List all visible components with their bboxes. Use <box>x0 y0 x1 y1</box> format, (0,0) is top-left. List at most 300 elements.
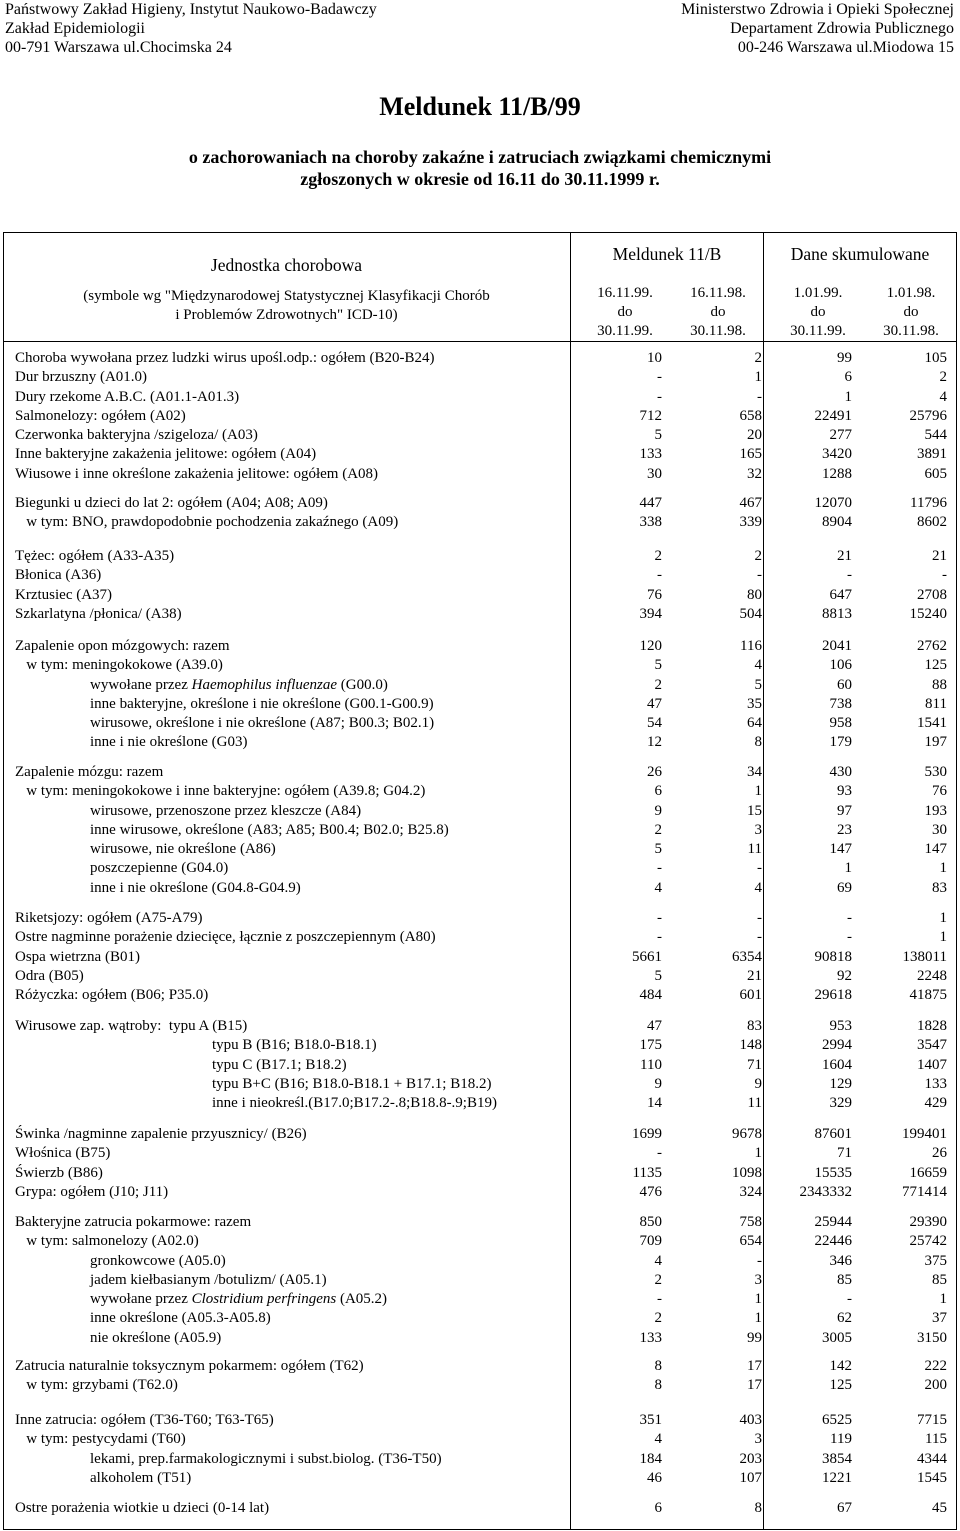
cell-value: - <box>657 860 662 877</box>
cell-value: 9678 <box>732 1126 762 1142</box>
table-row <box>0 494 960 513</box>
cell-value: 41875 <box>909 987 947 1004</box>
cell-value: 8813 <box>822 605 852 622</box>
cell-value: 32 <box>747 465 762 482</box>
header-period-col4 <box>866 284 956 341</box>
cell-value: 4 <box>754 657 762 674</box>
cell-value: 958 <box>829 715 852 732</box>
header-group-meldunek: Meldunek 11/B <box>612 244 722 264</box>
row-label: Zatrucia naturalnie toksycznym pokarmem: ogółem (T62) <box>15 1358 364 1374</box>
header-divider <box>3 341 957 342</box>
row-label: w tym: salmonelozy (A02.0) <box>15 1233 199 1250</box>
cell-value: 47 <box>647 695 662 712</box>
table-row <box>0 1017 960 1036</box>
table-row <box>0 465 960 484</box>
table-row <box>0 605 960 624</box>
cell-value: 6525 <box>822 1412 852 1428</box>
cell-value: 6354 <box>732 948 762 965</box>
row-label: jadem kiełbasianym /botulizm/ (A05.1) <box>90 1271 327 1288</box>
cell-value: 62 <box>837 1310 852 1327</box>
header-right-line: Ministerstwo Zdrowia i Opieki Społecznej <box>681 1 954 18</box>
header-left-line: Państwowy Zakład Higieny, Instytut Naukowo-Badawczy <box>5 1 377 18</box>
cell-value: 20 <box>747 427 762 444</box>
cell-value: 116 <box>740 638 762 654</box>
cell-value: 6 <box>654 783 662 800</box>
table-group <box>0 1411 960 1488</box>
row-label: w tym: pestycydami (T60) <box>15 1431 186 1448</box>
cell-value: 8 <box>654 1358 662 1374</box>
cell-value: 147 <box>829 841 852 858</box>
cell-value: 69 <box>837 879 852 896</box>
cell-value: 504 <box>739 605 762 622</box>
cell-value: 120 <box>639 638 662 654</box>
cell-value: 12070 <box>814 495 852 511</box>
cell-value: - <box>757 1252 762 1269</box>
cell-value: 647 <box>829 586 852 603</box>
table-row <box>0 714 960 733</box>
cell-value: 467 <box>739 495 762 511</box>
header-right-line: Departament Zdrowia Publicznego <box>730 20 954 37</box>
table-row <box>0 879 960 898</box>
cell-value: 9 <box>654 802 662 819</box>
table-row <box>0 1164 960 1183</box>
table-row <box>0 566 960 585</box>
cell-value: 16659 <box>909 1164 947 1181</box>
cell-value: 22491 <box>814 407 852 424</box>
cell-value: 4344 <box>917 1450 947 1467</box>
row-label: inne i nie określone (G03) <box>90 734 248 751</box>
table-group <box>0 909 960 1005</box>
cell-value: 99 <box>747 1329 762 1346</box>
cell-value: 403 <box>739 1412 762 1428</box>
period-start: 16.11.98. <box>690 285 746 301</box>
table-group <box>0 547 960 624</box>
cell-value: 15 <box>747 802 762 819</box>
cell-value: 88 <box>932 676 947 693</box>
cell-value: - <box>657 567 662 584</box>
cell-value: 1288 <box>822 465 852 482</box>
cell-value: 2248 <box>917 967 947 984</box>
cell-value: 133 <box>639 446 662 463</box>
cell-value: 850 <box>639 1214 662 1230</box>
cell-value: 12 <box>647 734 662 751</box>
cell-value: 712 <box>639 407 662 424</box>
cell-value: 25742 <box>909 1233 947 1250</box>
cell-value: 93 <box>837 783 852 800</box>
table-row <box>0 656 960 675</box>
cell-value: 11 <box>747 841 762 858</box>
table-row <box>0 909 960 928</box>
row-label: Włośnica (B75) <box>15 1145 111 1162</box>
cell-value: - <box>657 369 662 386</box>
table-row <box>0 1125 960 1144</box>
row-label: Dur brzuszny (A01.0) <box>15 369 148 386</box>
cell-value: 107 <box>739 1469 762 1486</box>
cell-value: 22446 <box>814 1233 852 1250</box>
table-row <box>0 802 960 821</box>
row-label: Dury rzekome A.B.C. (A01.1-A01.3) <box>15 388 240 405</box>
table-row <box>0 407 960 426</box>
report-title: Meldunek 11/B/99 <box>379 92 581 121</box>
table-row <box>0 840 960 859</box>
cell-value: 2 <box>754 548 762 564</box>
cell-value: 1 <box>939 910 947 926</box>
row-label: Różyczka: ogółem (B06; P35.0) <box>15 987 209 1004</box>
cell-value: 119 <box>830 1431 852 1448</box>
cell-value: 71 <box>837 1145 852 1162</box>
cell-value: - <box>757 860 762 877</box>
period-to: do <box>810 304 826 320</box>
cell-value: 2 <box>654 548 662 564</box>
row-label: wywołane przez Haemophilus influenzae (G00.0) <box>90 676 388 693</box>
cell-value: 37 <box>932 1310 947 1327</box>
cell-value: 25944 <box>814 1214 852 1230</box>
cell-value: 1541 <box>917 715 947 732</box>
cell-value: 21 <box>837 548 852 564</box>
cell-value: 9 <box>654 1075 662 1092</box>
cell-value: 46 <box>647 1469 662 1486</box>
table-row <box>0 349 960 368</box>
table-row <box>0 695 960 714</box>
cell-value: 85 <box>932 1271 947 1288</box>
cell-value: 64 <box>747 715 762 732</box>
cell-value: 29390 <box>909 1214 947 1230</box>
table-row <box>0 1309 960 1328</box>
cell-value: 1 <box>754 783 762 800</box>
table-row <box>0 1144 960 1163</box>
cell-value: 758 <box>739 1214 762 1230</box>
row-label: Inne zatrucia: ogółem (T36-T60; T63-T65) <box>15 1412 274 1428</box>
cell-value: 30 <box>932 821 947 838</box>
cell-value: 447 <box>639 495 662 511</box>
table-row <box>0 1469 960 1488</box>
row-label: alkoholem (T51) <box>90 1469 192 1486</box>
row-label: gronkowcowe (A05.0) <box>90 1252 226 1269</box>
cell-value: 6 <box>844 369 852 386</box>
row-label: Zapalenie opon mózgowych: razem <box>15 638 230 654</box>
table-group <box>0 1017 960 1113</box>
table-row <box>0 763 960 782</box>
row-label: wirusowe, nie określone (A86) <box>90 841 276 858</box>
row-label: wirusowe, przenoszone przez kleszcze (A84) <box>90 802 362 819</box>
cell-value: 2 <box>939 369 947 386</box>
cell-value: 1545 <box>917 1469 947 1486</box>
cell-value: 9 <box>754 1075 762 1092</box>
table-row <box>0 986 960 1005</box>
cell-value: 11 <box>747 1095 762 1112</box>
header-left <box>5 0 377 57</box>
table-group <box>0 1499 960 1518</box>
cell-value: 4 <box>939 388 947 405</box>
cell-value: 1604 <box>822 1056 852 1073</box>
table-group <box>0 1357 960 1396</box>
row-label: Bakteryjne zatrucia pokarmowe: razem <box>15 1214 252 1230</box>
cell-value: 5 <box>654 967 662 984</box>
cell-value: 5 <box>654 841 662 858</box>
row-label: typu B+C (B16; B18.0-B18.1 + B17.1; B18.2) <box>212 1075 492 1092</box>
cell-value: 3005 <box>822 1329 852 1346</box>
table-row <box>0 1290 960 1309</box>
cell-value: 14 <box>647 1095 662 1112</box>
cell-value: 76 <box>932 783 947 800</box>
table-row <box>0 859 960 878</box>
cell-value: 709 <box>639 1233 662 1250</box>
cell-value: 45 <box>932 1500 947 1516</box>
cell-value: 133 <box>924 1075 947 1092</box>
table-row <box>0 1329 960 1348</box>
cell-value: 3547 <box>917 1037 947 1054</box>
cell-value: - <box>657 1145 662 1162</box>
cell-value: - <box>657 1291 662 1308</box>
cell-value: 197 <box>924 734 947 751</box>
table-row <box>0 676 960 695</box>
cell-value: 3 <box>754 1271 762 1288</box>
cell-value: 601 <box>739 987 762 1004</box>
cell-value: 1699 <box>632 1126 662 1142</box>
cell-value: - <box>757 910 762 926</box>
cell-value: 6 <box>654 1500 662 1516</box>
header-unit-desc: i Problemów Zdrowotnych" ICD-10) <box>175 307 398 323</box>
cell-value: 658 <box>739 407 762 424</box>
cell-value: 324 <box>739 1183 762 1200</box>
row-label: Ostre porażenia wiotkie u dzieci (0-14 lat) <box>15 1500 270 1516</box>
cell-value: 11796 <box>910 495 947 511</box>
cell-value: 1 <box>939 860 947 877</box>
cell-value: - <box>757 929 762 946</box>
period-to: do <box>903 304 919 320</box>
cell-value: 1 <box>939 1291 947 1308</box>
cell-value: 60 <box>837 676 852 693</box>
cell-value: 605 <box>924 465 947 482</box>
table-row <box>0 1430 960 1449</box>
cell-value: 8904 <box>822 514 852 531</box>
cell-value: 1221 <box>822 1469 852 1486</box>
cell-value: - <box>847 1291 852 1308</box>
cell-value: 375 <box>924 1252 947 1269</box>
table-row <box>0 821 960 840</box>
cell-value: 1 <box>754 1145 762 1162</box>
row-label: Odra (B05) <box>15 967 84 984</box>
cell-value: 184 <box>639 1450 662 1467</box>
cell-value: 3891 <box>917 446 947 463</box>
row-label: inne określone (A05.3-A05.8) <box>90 1310 271 1327</box>
row-label: nie określone (A05.9) <box>90 1329 222 1346</box>
header-group-cumulative: Dane skumulowane <box>790 244 930 264</box>
row-label: lekami, prep.farmakologicznymi i subst.biolog. (T36-T50) <box>90 1450 442 1467</box>
header-unit: Jednostka chorobowa <box>210 255 363 275</box>
cell-value: 2041 <box>822 638 852 654</box>
row-label: Szkarlatyna /płonica/ (A38) <box>15 605 182 622</box>
cell-value: 346 <box>829 1252 852 1269</box>
cell-value: 1098 <box>732 1164 762 1181</box>
cell-value: 1 <box>844 388 852 405</box>
cell-value: 34 <box>747 764 762 780</box>
cell-value: 17 <box>747 1377 762 1394</box>
row-label: wirusowe, określone i nie określone (A87; B00.3; B02.1) <box>90 715 435 732</box>
cell-value: 10 <box>647 350 662 366</box>
table-row <box>0 967 960 986</box>
row-label: Grypa: ogółem (J10; J11) <box>15 1183 169 1200</box>
cell-value: 476 <box>639 1183 662 1200</box>
cell-value: 1407 <box>917 1056 947 1073</box>
cell-value: 99 <box>837 350 852 366</box>
cell-value: 484 <box>639 987 662 1004</box>
table-row <box>0 1357 960 1376</box>
cell-value: 2 <box>754 350 762 366</box>
row-label: inne wirusowe, określone (A83; A85; B00.4; B02.0; B25.8) <box>90 821 449 838</box>
cell-value: 2 <box>654 1271 662 1288</box>
cell-value: 83 <box>932 879 947 896</box>
cell-value: 200 <box>924 1377 947 1394</box>
row-label: wywołane przez Clostridium perfringens (A05.2) <box>90 1291 388 1308</box>
cell-value: 110 <box>640 1056 662 1073</box>
period-end: 30.11.99. <box>790 323 846 339</box>
header-period-col2 <box>673 284 763 341</box>
cell-value: 21 <box>932 548 947 564</box>
table-group <box>0 349 960 484</box>
table-row <box>0 782 960 801</box>
row-label: w tym: grzybami (T62.0) <box>15 1377 178 1394</box>
table-row <box>0 1450 960 1469</box>
cell-value: 15240 <box>909 605 947 622</box>
subtitle-line: zgłoszonych w okresie od 16.11 do 30.11.1999 r. <box>300 169 660 189</box>
cell-value: 85 <box>837 1271 852 1288</box>
period-to: do <box>710 304 726 320</box>
cell-value: 35 <box>747 695 762 712</box>
cell-value: 3 <box>754 1431 762 1448</box>
table-group <box>0 1125 960 1202</box>
row-label: Wiusowe i inne określone zakażenia jelitowe: ogółem (A08) <box>15 465 379 482</box>
table-group <box>0 763 960 898</box>
table-row <box>0 1036 960 1055</box>
cell-value: 138011 <box>902 948 947 965</box>
cell-value: 23 <box>837 821 852 838</box>
row-label: w tym: BNO, prawdopodobnie pochodzenia zakaźnego (A09) <box>15 514 399 531</box>
cell-value: 97 <box>837 802 852 819</box>
cell-value: 2 <box>654 676 662 693</box>
row-label: Choroba wywołana przez ludzki wirus upośl.odp.: ogółem (B20-B24) <box>15 350 435 366</box>
cell-value: 2708 <box>917 586 947 603</box>
table-row <box>0 1376 960 1395</box>
row-label: typu C (B17.1; B18.2) <box>212 1056 347 1073</box>
cell-value: 2762 <box>917 638 947 654</box>
period-to: do <box>617 304 633 320</box>
row-label: Zapalenie mózgu: razem <box>15 764 164 780</box>
row-label: Ospa wietrzna (B01) <box>15 948 140 965</box>
table-row <box>0 637 960 656</box>
cell-value: 67 <box>837 1500 852 1516</box>
cell-value: 277 <box>829 427 852 444</box>
cell-value: 430 <box>829 764 852 780</box>
cell-value: 811 <box>925 695 947 712</box>
row-label: Biegunki u dzieci do lat 2: ogółem (A04; A08; A09) <box>15 495 328 511</box>
row-label: w tym: meningokokowe (A39.0) <box>15 657 223 674</box>
row-label: typu B (B16; B18.0-B18.1) <box>212 1037 377 1054</box>
cell-value: - <box>657 929 662 946</box>
cell-value: 5661 <box>632 948 662 965</box>
period-start: 1.01.99. <box>793 285 843 301</box>
cell-value: 7715 <box>917 1412 947 1428</box>
cell-value: 54 <box>647 715 662 732</box>
cell-value: 115 <box>925 1431 947 1448</box>
cell-value: 21 <box>747 967 762 984</box>
cell-value: 2 <box>654 1310 662 1327</box>
cell-value: 4 <box>754 879 762 896</box>
cell-value: 738 <box>829 695 852 712</box>
cell-value: 147 <box>924 841 947 858</box>
cell-value: - <box>757 567 762 584</box>
cell-value: 8602 <box>917 514 947 531</box>
row-label: inne bakteryjne, określone i nie określone (G00.1-G00.9) <box>90 695 434 712</box>
cell-value: 654 <box>739 1233 762 1250</box>
cell-value: 1 <box>754 369 762 386</box>
cell-value: - <box>942 567 947 584</box>
cell-value: 530 <box>924 764 947 780</box>
header-unit-desc: (symbole wg "Międzynarodowej Statystycznej Klasyfikacji Chorób <box>83 288 490 304</box>
header-left-line: Zakład Epidemiologii <box>5 20 145 37</box>
cell-value: 17 <box>747 1358 762 1374</box>
cell-value: 30 <box>647 465 662 482</box>
table-row <box>0 948 960 967</box>
row-label: Wirusowe zap. wątroby: typu A (B15) <box>15 1018 248 1034</box>
cell-value: 203 <box>739 1450 762 1467</box>
header-right-line: 00-246 Warszawa ul.Miodowa 15 <box>737 39 954 56</box>
table-group <box>0 637 960 753</box>
period-end: 30.11.98. <box>690 323 746 339</box>
cell-value: 148 <box>739 1037 762 1054</box>
cell-value: 76 <box>647 586 662 603</box>
cell-value: 3854 <box>822 1450 852 1467</box>
cell-value: 1135 <box>632 1164 662 1181</box>
cell-value: 4 <box>654 1252 662 1269</box>
subtitle-line: o zachorowaniach na choroby zakaźne i zatruciach związkami chemicznymi <box>188 147 772 167</box>
table-row <box>0 733 960 752</box>
period-end: 30.11.99. <box>597 323 653 339</box>
table-row <box>0 445 960 464</box>
cell-value: 8 <box>654 1377 662 1394</box>
cell-value: - <box>847 910 852 926</box>
cell-value: 339 <box>739 514 762 531</box>
cell-value: 83 <box>747 1018 762 1034</box>
cell-value: 771414 <box>902 1183 947 1200</box>
cell-value: 222 <box>924 1358 947 1374</box>
report-subtitle <box>0 146 960 190</box>
cell-value: 338 <box>639 514 662 531</box>
cell-value: 87601 <box>814 1126 852 1142</box>
cell-value: 165 <box>739 446 762 463</box>
cell-value: 5 <box>654 657 662 674</box>
cell-value: 351 <box>639 1412 662 1428</box>
cell-value: 90818 <box>814 948 852 965</box>
row-label: Świerzb (B86) <box>15 1164 103 1181</box>
row-label: Krztusiec (A37) <box>15 586 113 603</box>
table-row <box>0 368 960 387</box>
cell-value: 199401 <box>902 1126 947 1142</box>
table-row <box>0 1499 960 1518</box>
cell-value: 3150 <box>917 1329 947 1346</box>
cell-value: 2994 <box>822 1037 852 1054</box>
cell-value: 429 <box>924 1095 947 1112</box>
cell-value: 3 <box>754 821 762 838</box>
row-label: Błonica (A36) <box>15 567 102 584</box>
cell-value: 8 <box>754 734 762 751</box>
cell-value: 47 <box>647 1018 662 1034</box>
table-row <box>0 1056 960 1075</box>
table-group <box>0 494 960 533</box>
table-row <box>0 1094 960 1113</box>
cell-value: 1828 <box>917 1018 947 1034</box>
cell-value: 2 <box>654 821 662 838</box>
